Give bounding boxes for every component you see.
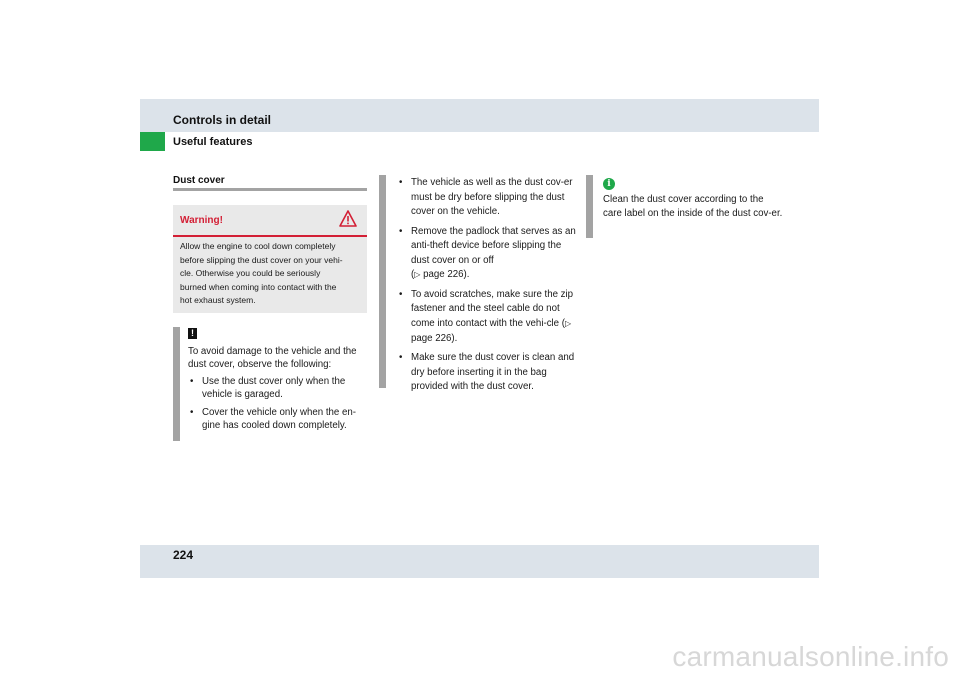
- warning-line: Allow the engine to cool down completely: [180, 241, 336, 251]
- page-reference-link[interactable]: page 226).: [423, 269, 470, 281]
- dust-cover-heading: Dust cover: [173, 175, 225, 186]
- notice-bullet: • Cover the vehicle only when the en-gine has cooled down completely.: [188, 406, 366, 433]
- heading-rule: [173, 188, 367, 191]
- middle-bullet-text: Remove the padlock that serves as an anti-theft device before slipping the dust cover on or off: [411, 225, 576, 266]
- middle-bullet-list: [397, 176, 578, 395]
- middle-column-bar: [379, 175, 386, 388]
- footer-band: [140, 545, 819, 578]
- section-title: Useful features: [173, 136, 253, 148]
- notice-text: [188, 345, 366, 436]
- damage-notice: [173, 327, 367, 441]
- middle-bullet: [397, 176, 578, 220]
- middle-bullet-text: The vehicle as well as the dust cov-er must be dry before slipping the dust cover on the vehicle.: [411, 177, 573, 218]
- page-ref-arrow-icon: ▷: [414, 270, 421, 280]
- warning-line: hot exhaust system.: [180, 295, 256, 306]
- chapter-title: Controls in detail: [173, 113, 272, 127]
- middle-bullet: • Remove the padlock that serves as an anti-theft device before slipping the dust cover on or off (▷ page 226).: [397, 225, 578, 283]
- info-icon: i: [603, 178, 615, 190]
- page-ref-arrow-icon: ▷: [565, 318, 572, 328]
- warning-text: [180, 240, 360, 308]
- page-reference-link[interactable]: page 226).: [411, 332, 458, 344]
- middle-bullet: [397, 351, 578, 395]
- info-text: Clean the dust cover according to the care label on the inside of the dust cov-er.: [603, 194, 783, 219]
- notice-bullet-list: [188, 375, 366, 433]
- warning-triangle-icon: [339, 210, 357, 227]
- exclamation-icon: !: [188, 328, 197, 339]
- page-number: 224: [173, 548, 194, 562]
- warning-title: Warning!: [180, 215, 223, 226]
- watermark: carmanualsonline.info: [672, 641, 949, 672]
- info-side-bar: [586, 175, 593, 238]
- warning-line: burned when coming into contact with the: [180, 281, 337, 292]
- warning-line: cle. Otherwise you could be seriously: [180, 268, 321, 279]
- notice-side-bar: [173, 327, 180, 441]
- warning-rule: [173, 235, 367, 237]
- notice-intro: To avoid damage to the vehicle and the dust cover, observe the following:: [188, 346, 357, 371]
- middle-column: [397, 176, 578, 400]
- middle-bullet-text: Make sure the dust cover is clean and dry before inserting it in the bag provided with the dust cover.: [411, 351, 575, 393]
- notice-bullet: • Use the dust cover only when the vehicle is garaged.: [188, 375, 366, 402]
- info-note: [586, 175, 786, 238]
- warning-line: before slipping the dust cover on your vehi-: [180, 254, 343, 265]
- middle-bullet: • To avoid scratches, make sure the zip fastener and the steel cable do not come into contact with the vehi-cle (▷ page 226).: [397, 288, 578, 346]
- warning-box: [173, 205, 367, 313]
- section-color-tab: [140, 132, 165, 151]
- middle-bullet-text: To avoid scratches, make sure the zip fastener and the steel cable do not come into contact with the vehi-cle: [411, 288, 574, 329]
